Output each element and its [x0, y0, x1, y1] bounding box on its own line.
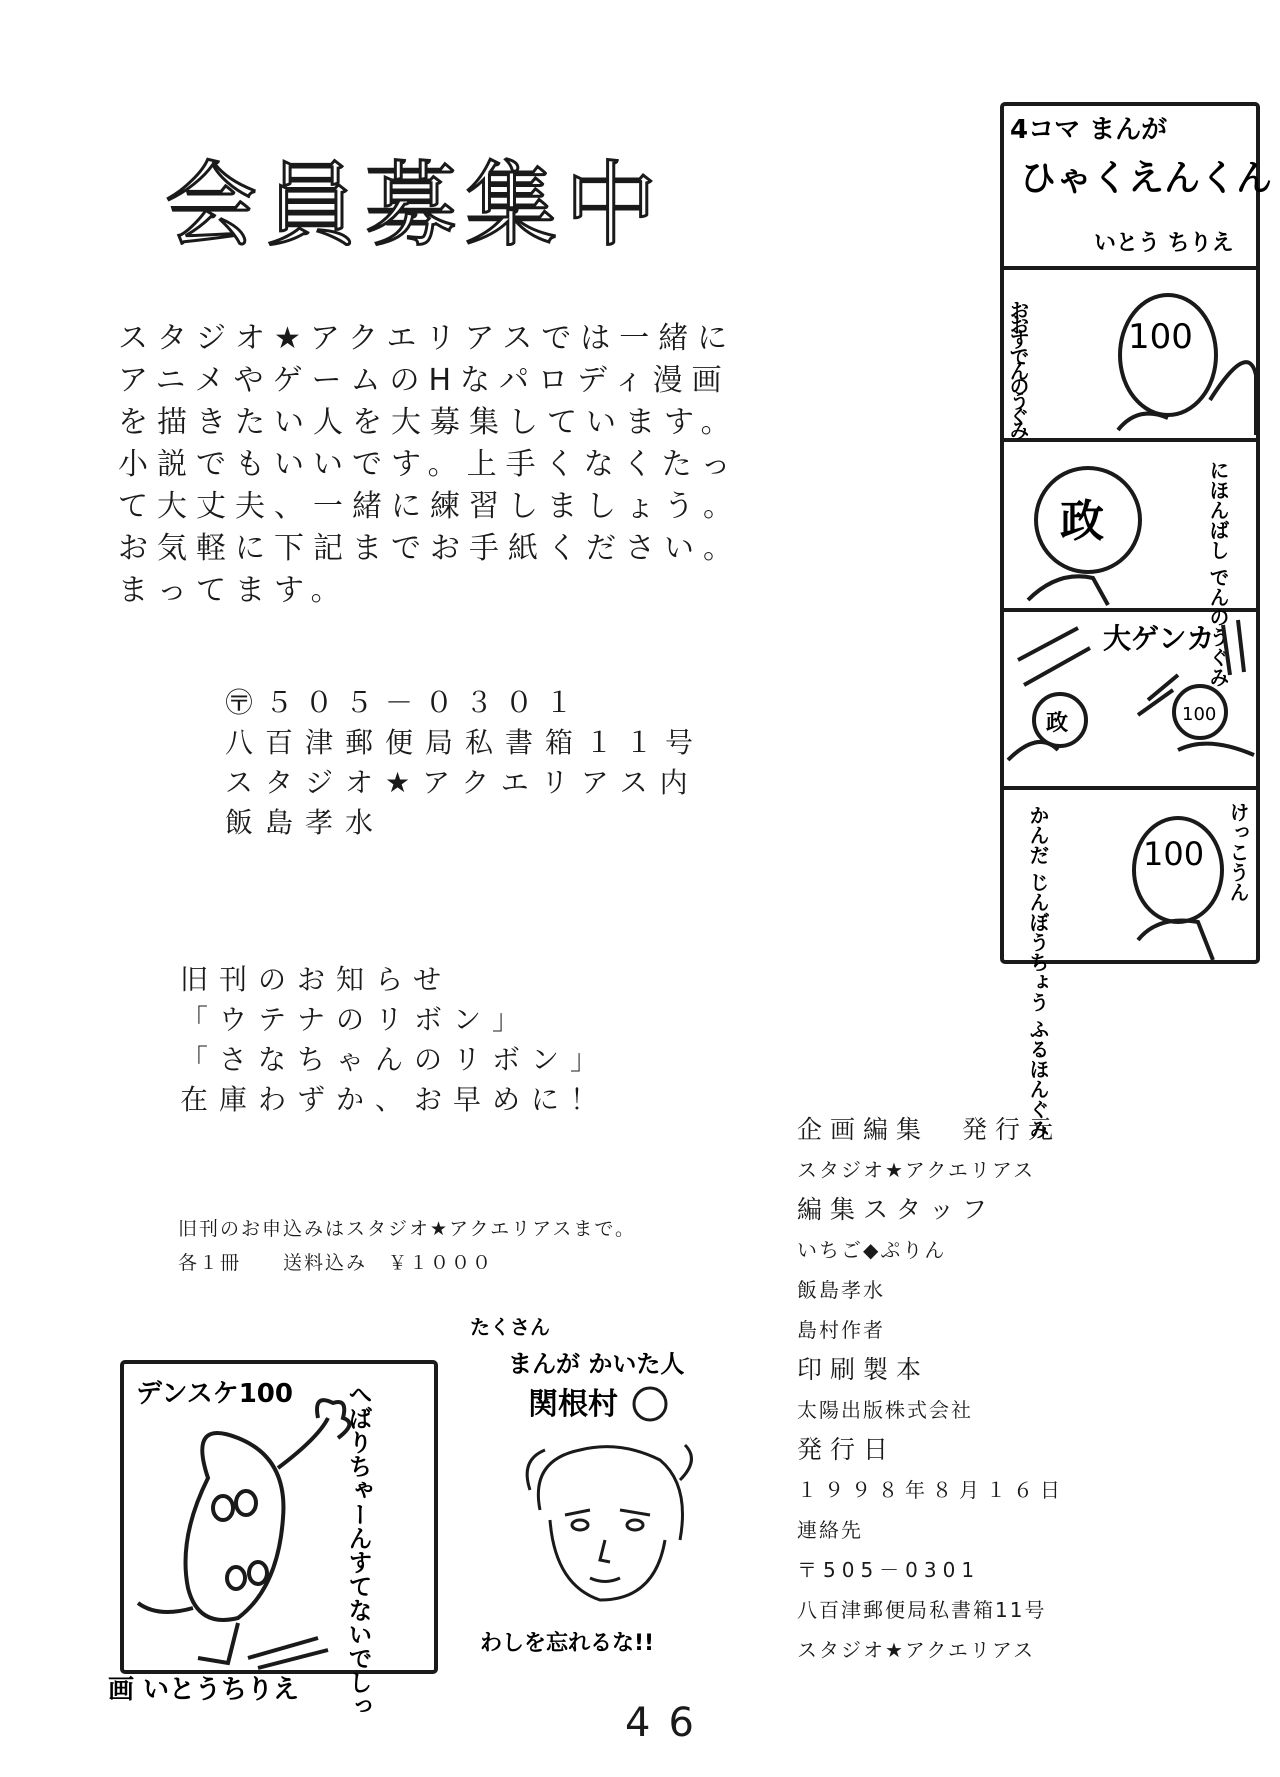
colophon-contact-line: スタジオ★アクエリアス — [797, 1638, 1036, 1662]
panel-4-face-label: 100 — [1143, 835, 1205, 873]
panel-2-face-label: 政 — [1060, 496, 1104, 547]
mailing-address — [225, 683, 705, 843]
back-issue-title: 「さなちゃんのリボン」 — [180, 1043, 610, 1076]
back-issue-stock: 在庫わずか、お早めに！ — [180, 1083, 610, 1116]
colophon-date-head: 発行日 — [797, 1435, 897, 1464]
panel-4-caption: かんだ じんぼうちょう ふるほんぐみ — [1026, 805, 1050, 1139]
panel-1-face-label: 100 — [1128, 317, 1193, 357]
address-postcode: 〶５０５－０３０１ — [225, 686, 586, 719]
panel-2-caption: にほんばし でんのうぐみ — [1206, 460, 1230, 687]
colophon-printer: 太陽出版株式会社 — [797, 1398, 973, 1422]
strip-header-line: ひゃくえんくん — [1020, 158, 1273, 199]
order-info — [178, 1212, 636, 1280]
back-issue-title: 「ウテナのリボン」 — [180, 1003, 532, 1036]
artist-note-line: 関根村 — [528, 1387, 618, 1422]
colophon-date: １９９８年８月１６日 — [797, 1478, 1067, 1502]
colophon-staff-member: 島村作者 — [797, 1318, 885, 1342]
order-price: 各１冊 送料込み ￥１０００ — [178, 1252, 494, 1274]
panel-1-caption: おおす でんのうぐみ — [1006, 300, 1030, 440]
back-issue-notice — [180, 960, 609, 1120]
comic-title: デンスケ100 — [136, 1379, 293, 1409]
colophon-print-head: 印刷製本 — [797, 1355, 930, 1384]
intro-line: を描きたい人を大募集しています。 — [118, 405, 740, 440]
address-line: 八百津郵便局私書箱１１号 — [225, 726, 706, 759]
recruitment-text — [118, 318, 742, 612]
four-panel-comic — [998, 100, 1273, 1139]
page-number: 46 — [625, 1700, 712, 1746]
panel-1-character — [1118, 295, 1256, 435]
intro-line: お気軽に下記までお手紙ください。 — [118, 531, 742, 566]
colophon-staff-member: 飯島孝水 — [797, 1278, 885, 1302]
colophon-contact-line: 〒505－0301 — [797, 1558, 981, 1582]
artist-portrait — [470, 1310, 730, 1670]
panel-4-side-text: けっこうん — [1226, 802, 1250, 902]
intro-line: スタジオ★アクエリアスでは一緒に — [118, 321, 737, 356]
artist-note-line: たくさん — [470, 1315, 550, 1339]
intro-line: アニメやゲームのHなパロディ漫画 — [118, 363, 731, 398]
address-name: 飯島孝水 — [225, 806, 386, 839]
strip-author: いとう ちりえ — [1094, 231, 1234, 256]
colophon-contact-head: 連絡先 — [797, 1518, 863, 1542]
intro-line: まってます。 — [118, 573, 350, 608]
artist-note-line: まんが かいた人 — [508, 1350, 685, 1378]
page-title: 会員募集中 — [165, 152, 666, 259]
back-issue-heading: 旧刊のお知らせ — [180, 963, 453, 996]
intro-line: 小説でもいいです。上手くなくたっ — [118, 447, 740, 482]
panel-3-caption: 大ゲンカ — [1103, 622, 1215, 655]
colophon-staff-member: いちご◆ぷりん — [797, 1238, 947, 1262]
densuke-comic — [108, 1358, 440, 1718]
colophon-planning-head: 企画編集 発行元 — [797, 1115, 1062, 1144]
artist-note-footer: わしを忘れるな!! — [480, 1631, 655, 1656]
colophon-staff-head: 編集スタッフ — [797, 1195, 996, 1224]
colophon — [797, 1110, 1067, 1670]
panel-3-face-label: 政 — [1046, 711, 1069, 736]
intro-line: て大丈夫、一緒に練習しましょう。 — [118, 489, 742, 524]
colophon-contact-line: 八百津郵便局私書箱11号 — [797, 1598, 1047, 1622]
order-line: 旧刊のお申込みはスタジオ★アクエリアスまで。 — [178, 1218, 636, 1240]
comic-speech: へばりちゃーんすてないでしっ — [344, 1382, 372, 1718]
strip-header-line: 4コマ まんが — [1010, 115, 1168, 145]
comic-credit: 画 いとうちりえ — [108, 1675, 300, 1705]
colophon-publisher: スタジオ★アクエリアス — [797, 1158, 1036, 1182]
panel-3-face-label: 100 — [1182, 704, 1217, 725]
address-line: スタジオ★アクエリアス内 — [225, 766, 700, 799]
